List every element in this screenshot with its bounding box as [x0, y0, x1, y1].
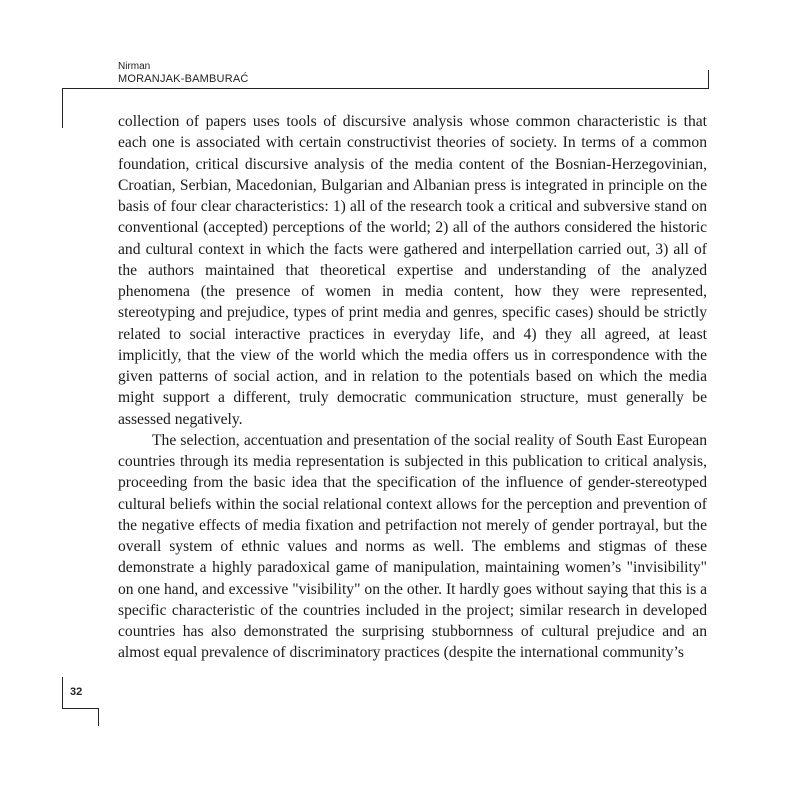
header-author-last-name: MORANJAK-BAMBURAĆ — [118, 73, 249, 85]
paragraph: The selection, accentuation and presentation of the social reality of South East European countries through its media representation is subjected in this publication to critical analysis, proceeding from the basic idea that the specification of the influence of gender-stereotyped cultural beliefs within the social relational context allows for the perception and prevention of the negative effects of media fixation and petrifaction not merely of gender portrayal, but the overall system of ethnic values and norms as well. The emblems and stigmas of these demonstrate a highly paradoxical game of manipulation, maintaining women’s "invisibility" on one hand, and excessive "visibility" on the other. It hardly goes without saying that this is a specific characteristic of the countries included in the project; similar research in developed countries has also demonstrated the surprising stubbornness of cultural prejudice and an almost equal prevalence of discriminatory practices (despite the international community’s — [118, 431, 707, 662]
header-author-first-name: Nirman — [118, 61, 151, 72]
body-text — [118, 111, 707, 664]
header-rule-right-tick — [708, 70, 709, 89]
paragraph: collection of papers uses tools of discursive analysis whose common characteristic is that each one is associated with certain constructivist theories of society. In terms of a common foundation, critical discursive analysis of the media content of the Bosnian-Herzegovinian, Croatian, Serbian, Macedonian, Bulgarian and Albanian press is integrated in principle on the basis of four clear characteristics: 1) all of the research took a critical and subversive stand on conventional (accepted) perceptions of the world; 2) all of the authors considered the historic and cultural context in which the facts were gathered and interpellation carried out, 3) all of the authors maintained that theoretical expertise and understanding of the analyzed phenomena (the presence of women in media content, how they were represented, stereotyping and prejudice, types of print media and genres, specific cases) should be strictly related to social interactive practices in everyday life, and 4) they all agreed, at least implicitly, that the view of the world which the media offers us in correspondence with the given patterns of social action, and in relation to the potentials based on which the media might support a different, truly democratic communication structure, must generally be assessed negatively. — [118, 113, 707, 428]
header-rule-left-tick — [62, 88, 63, 128]
footer-rule-right-tick — [98, 708, 99, 726]
page-number: 32 — [70, 686, 83, 698]
header-rule-horizontal — [62, 88, 709, 89]
footer-rule-left-tick — [62, 677, 63, 709]
footer-rule-horizontal — [62, 708, 99, 709]
